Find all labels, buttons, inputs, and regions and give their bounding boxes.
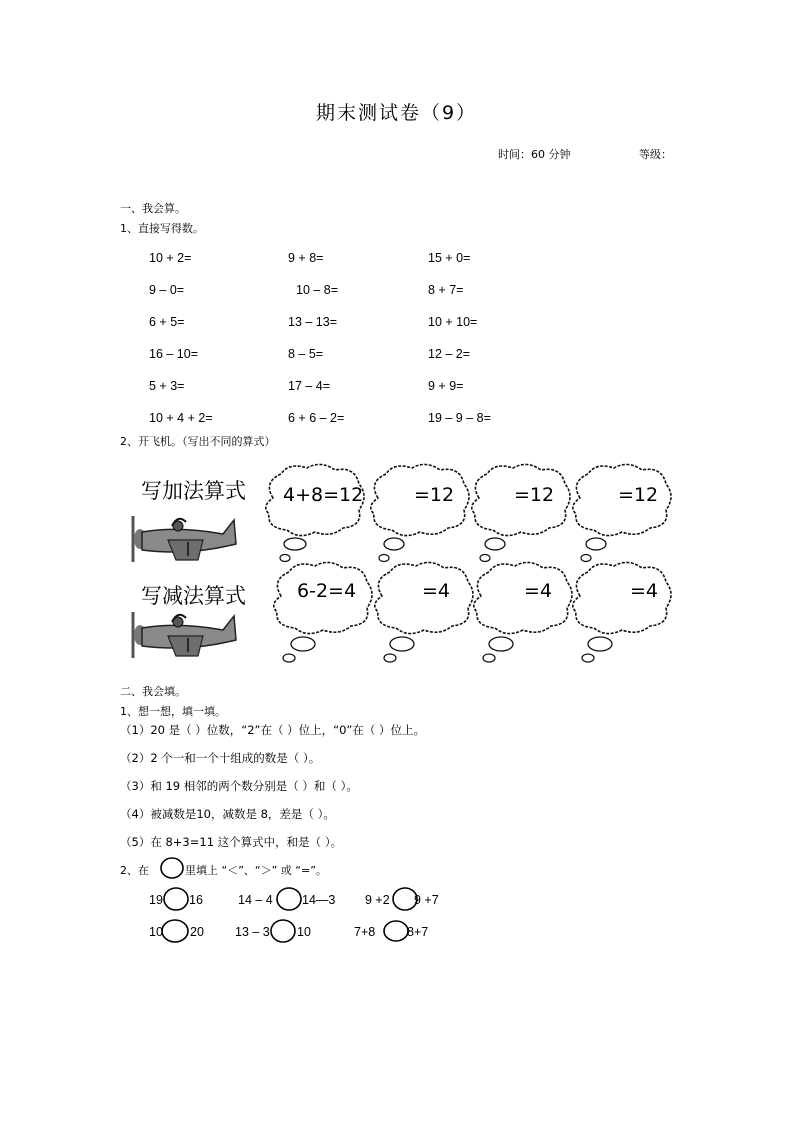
compare-circle[interactable]	[270, 919, 296, 943]
calc-problem: 10 + 4 + 2=	[149, 411, 213, 425]
calc-problem: 9 + 9=	[428, 379, 464, 393]
q1-1-label: 1、直接写得数。	[120, 222, 204, 235]
calc-problem: 5 + 3=	[149, 379, 185, 393]
calc-problem: 6 + 6 – 2=	[288, 411, 345, 425]
thought-cloud	[368, 560, 478, 665]
cloud-equation: =4	[630, 580, 659, 602]
compare-circle[interactable]	[161, 919, 189, 943]
compare-left: 19	[149, 893, 163, 907]
fill-question: （4）被减数是10，减数是 8，差是（ ）。	[120, 807, 335, 821]
thought-cloud	[566, 462, 676, 562]
compare-circle[interactable]	[163, 887, 189, 911]
cloud-equation: 4+8=12	[283, 484, 364, 506]
calc-problem: 17 – 4=	[288, 379, 331, 393]
calc-problem: 15 + 0=	[428, 251, 471, 265]
compare-right: 20	[190, 925, 204, 939]
thought-cloud	[267, 560, 377, 665]
section-2-heading: 二、我会填。	[120, 685, 186, 698]
airplane-icon	[128, 610, 238, 660]
calc-problem: 12 – 2=	[428, 347, 471, 361]
thought-cloud	[364, 462, 474, 562]
fill-question: （5）在 8+3=11 这个算式中，和是（ ）。	[120, 835, 343, 849]
q2-2-label-start: 2、在	[120, 864, 149, 877]
airplane-icon	[128, 514, 238, 564]
calc-problem: 8 + 7=	[428, 283, 464, 297]
calc-problem: 19 – 9 – 8=	[428, 411, 491, 425]
calc-problem: 16 – 10=	[149, 347, 199, 361]
calc-problem: 10 + 2=	[149, 251, 192, 265]
compare-left: 7+8	[354, 925, 376, 939]
cloud-equation: =12	[514, 484, 555, 506]
thought-cloud	[465, 462, 575, 562]
cloud-equation: =4	[524, 580, 553, 602]
compare-circle[interactable]	[383, 919, 409, 943]
page-title: 期末测试卷（9）	[315, 102, 478, 124]
q2-1-label: 1、想一想，填一填。	[120, 705, 226, 718]
calc-problem: 9 + 8=	[288, 251, 324, 265]
compare-left: 14 – 4	[238, 893, 273, 907]
thought-cloud	[259, 462, 369, 562]
compare-left: 10	[149, 925, 163, 939]
fill-question: （3）和 19 相邻的两个数分别是（ ）和（ ）。	[120, 779, 358, 793]
compare-left: 9 +2	[365, 893, 390, 907]
fill-question: （2）2 个一和一个十组成的数是（ ）。	[120, 751, 321, 765]
calc-problem: 13 – 13=	[288, 315, 338, 329]
calc-problem: 6 + 5=	[149, 315, 185, 329]
cloud-equation: 6-2=4	[297, 580, 357, 602]
cloud-equation: =4	[422, 580, 451, 602]
subtraction-label: 写减法算式	[141, 584, 246, 608]
cloud-equation: =12	[414, 484, 455, 506]
compare-right: 9 +7	[414, 893, 439, 907]
calc-problem: 8 – 5=	[288, 347, 324, 361]
thought-cloud	[566, 560, 676, 665]
section-1-heading: 一、我会算。	[120, 202, 186, 215]
compare-circle[interactable]	[276, 887, 302, 911]
q1-2-label: 2、开飞机。（写出不同的算式）	[120, 435, 276, 448]
calc-problem: 10 – 8=	[296, 283, 339, 297]
calc-problem: 10 + 10=	[428, 315, 478, 329]
compare-right: 8+7	[407, 925, 429, 939]
compare-right: 10	[297, 925, 311, 939]
addition-label: 写加法算式	[141, 479, 246, 503]
cloud-equation: =12	[618, 484, 659, 506]
q2-2-label-end: 里填上 “＜”、“＞” 或 “=”。	[185, 864, 327, 877]
calc-problem: 9 – 0=	[149, 283, 185, 297]
circle-blank-icon	[160, 857, 184, 879]
compare-right: 14—3	[302, 893, 336, 907]
compare-left: 13 – 3	[235, 925, 270, 939]
thought-cloud	[467, 560, 577, 665]
compare-right: 16	[189, 893, 203, 907]
time-limit: 时间：60 分钟	[498, 148, 571, 161]
fill-question: （1）20 是（ ）位数，“2”在（ ）位上，“0”在（ ）位上。	[120, 723, 426, 737]
grade-label: 等级：	[639, 148, 672, 161]
